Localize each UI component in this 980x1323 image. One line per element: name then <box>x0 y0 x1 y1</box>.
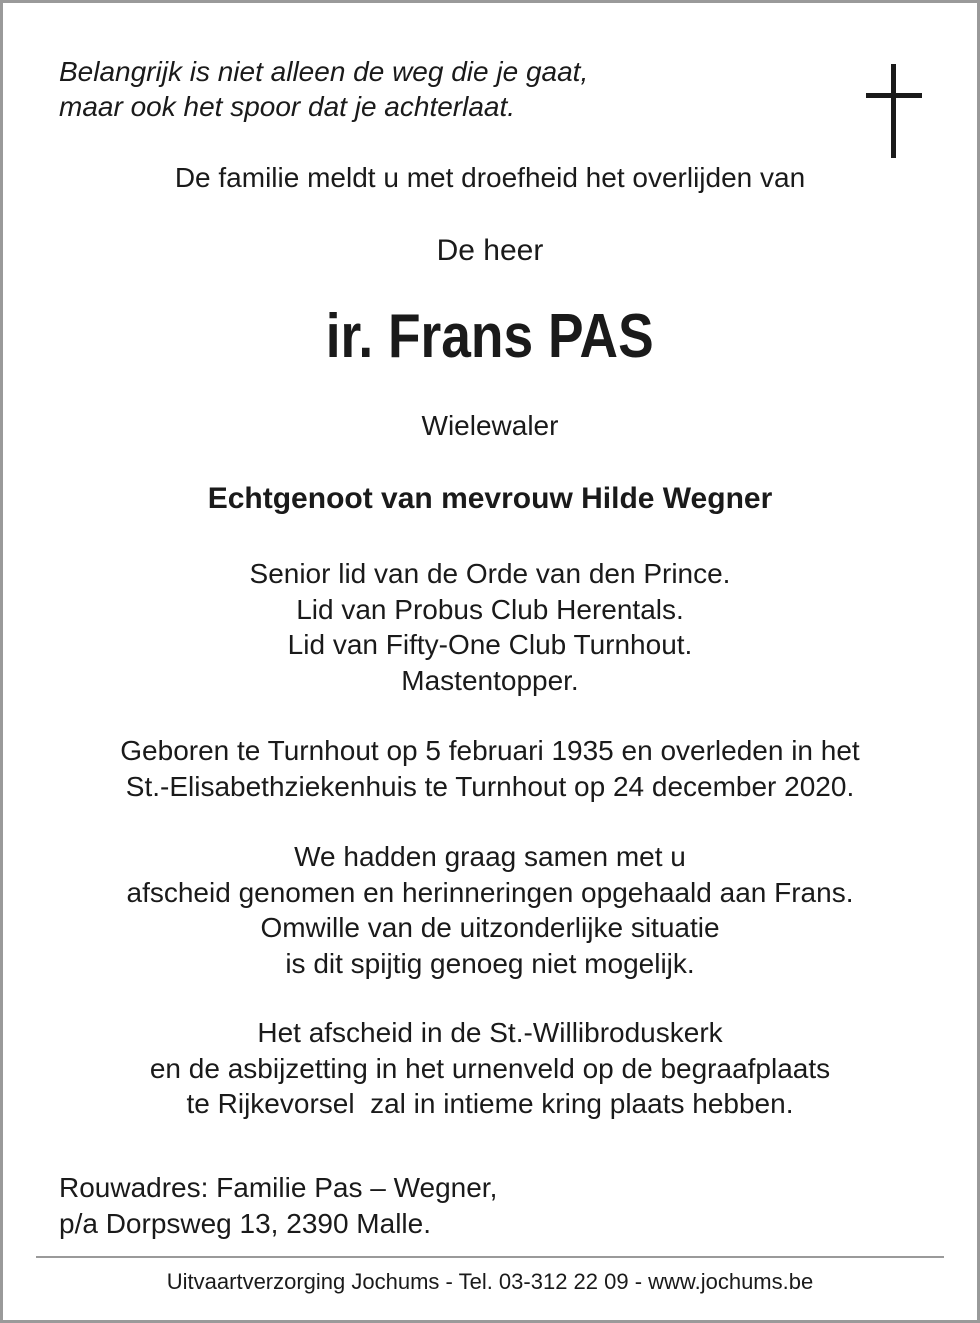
ceremony-line: te Rijkevorsel zal in intieme kring plaats hebben. <box>186 1088 794 1119</box>
message-line: is dit spijtig genoeg niet mogelijk. <box>285 947 695 979</box>
membership-line: Mastentopper. <box>401 664 579 696</box>
cross-icon <box>866 64 922 158</box>
mourning-address <box>59 1170 497 1241</box>
memberships <box>0 556 980 698</box>
spouse: Echtgenoot van mevrouw Hilde Wegner <box>207 482 773 515</box>
motto <box>59 54 588 124</box>
membership-line: Lid van Probus Club Herentals. <box>296 593 684 625</box>
address-line: Rouwadres: Familie Pas – Wegner, <box>59 1172 498 1203</box>
message-line: Omwille van de uitzonderlijke situatie <box>260 912 720 943</box>
divider <box>36 1256 944 1258</box>
ceremony-line: en de asbijzetting in het urnenveld op de begraafplaats <box>149 1052 831 1084</box>
motto-line: maar ook het spoor dat je achterlaat. <box>59 91 516 122</box>
message <box>0 839 980 981</box>
birth-death-line: Geboren te Turnhout op 5 februari 1935 en overleden in het <box>120 735 860 766</box>
deceased-name <box>0 302 980 372</box>
membership-line: Senior lid van de Orde van den Prince. <box>249 558 731 589</box>
membership-line: Lid van Fifty-One Club Turnhout. <box>287 629 693 660</box>
ceremony <box>0 1015 980 1122</box>
message-line: afscheid genomen en herinneringen opgehaald aan Frans. <box>126 876 854 908</box>
deceased-name-text: ir. Frans PAS <box>326 302 654 371</box>
salutation: De heer <box>436 234 544 267</box>
birth-death <box>0 733 980 804</box>
motto-line: Belangrijk is niet alleen de weg die je gaat, <box>59 56 589 87</box>
intro: De familie meldt u met droefheid het overlijden van <box>174 162 806 193</box>
ceremony-line: Het afscheid in de St.-Willibroduskerk <box>257 1017 723 1048</box>
footer: Uitvaartverzorging Jochums - Tel. 03-312 22 09 - www.jochums.be <box>166 1269 814 1294</box>
message-line: We hadden graag samen met u <box>294 841 686 872</box>
birth-death-line: St.-Elisabethziekenhuis te Turnhout op 24 december 2020. <box>125 770 855 802</box>
address-line: p/a Dorpsweg 13, 2390 Malle. <box>59 1207 431 1239</box>
nickname: Wielewaler <box>421 410 559 441</box>
